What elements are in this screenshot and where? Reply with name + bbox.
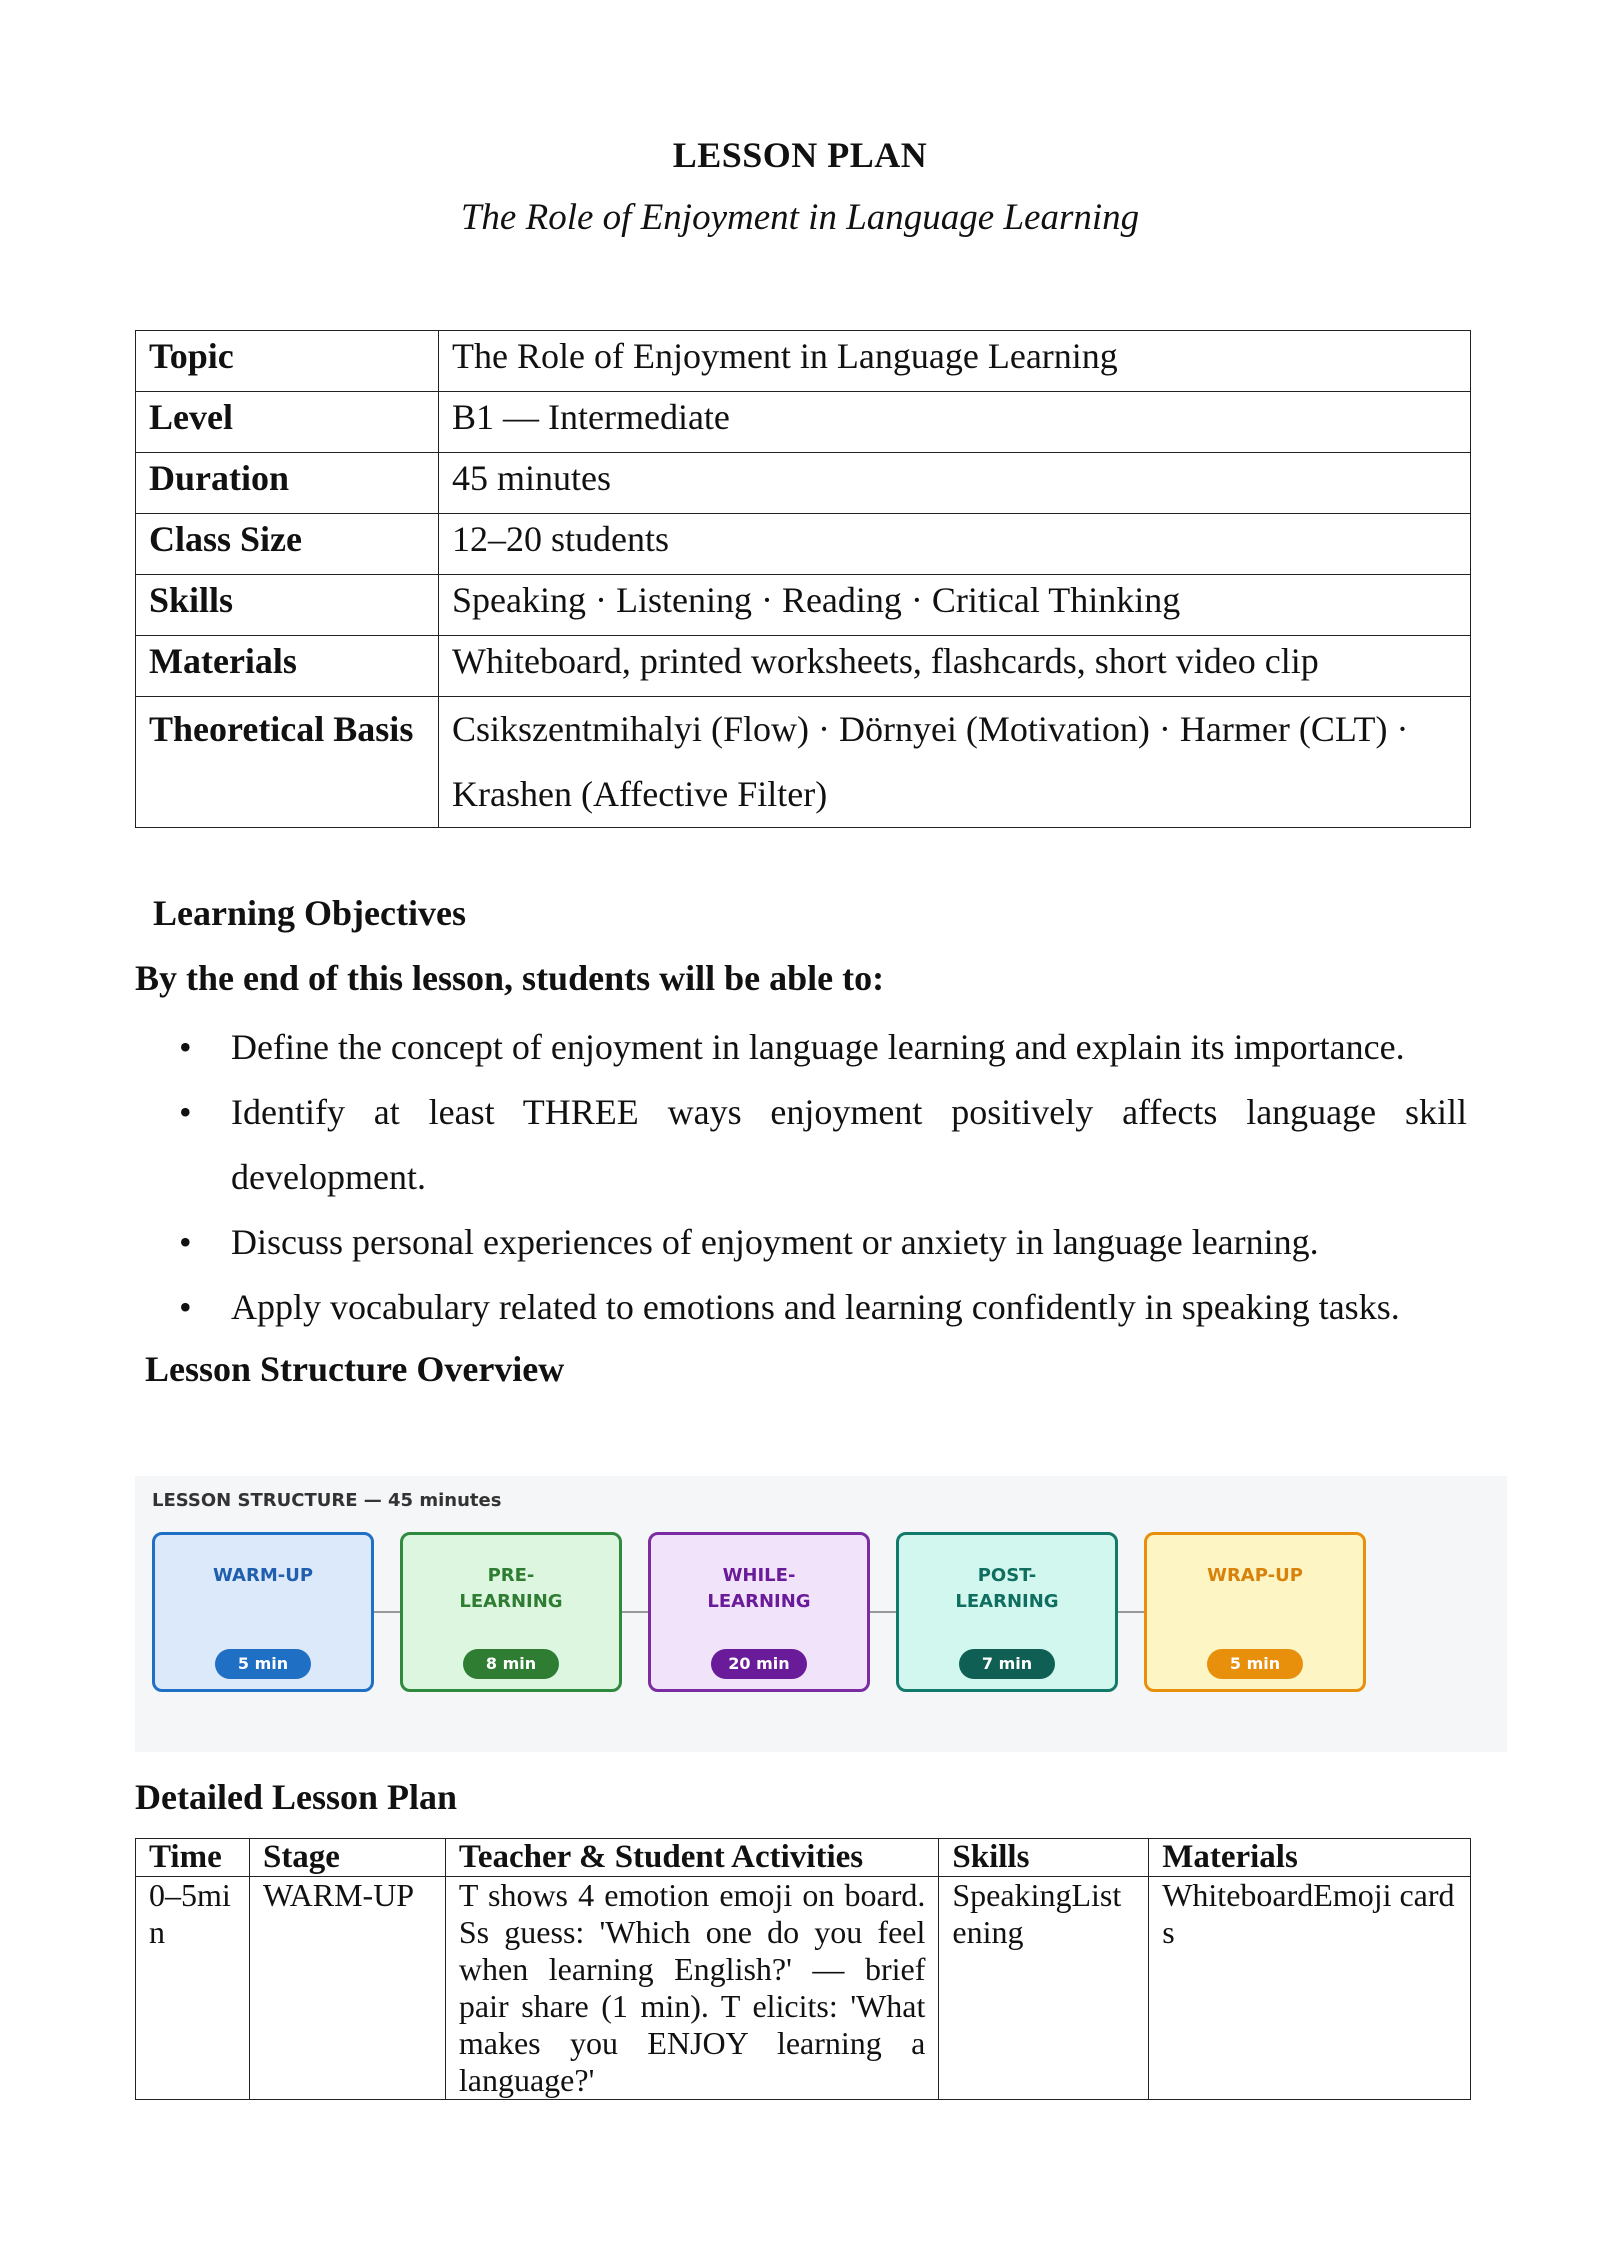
- info-row-duration: [136, 453, 1471, 514]
- stage-name: WHILE- LEARNING: [707, 1565, 811, 1612]
- objectives-heading: Learning Objectives: [153, 893, 466, 933]
- info-label: Level: [136, 392, 439, 453]
- info-row-level: [136, 392, 1471, 453]
- info-value: B1 — Intermediate: [439, 392, 1471, 453]
- stage-card-pre-learning: [400, 1532, 622, 1692]
- column-header-time: Time: [136, 1839, 250, 1877]
- stage-name: PRE- LEARNING: [459, 1565, 563, 1612]
- stage-duration-badge: 8 min: [463, 1649, 559, 1679]
- info-value: Speaking · Listening · Reading · Critical Thinking: [439, 575, 1471, 636]
- lesson-info-table: [135, 330, 1471, 828]
- info-row-class-size: [136, 514, 1471, 575]
- stage-connector: [1118, 1611, 1144, 1613]
- info-row-skills: [136, 575, 1471, 636]
- column-header-materials: Materials: [1149, 1839, 1471, 1877]
- cell-stage: WARM-UP: [249, 1877, 445, 2100]
- stage-card-post-learning: [896, 1532, 1118, 1692]
- objectives-lead: By the end of this lesson, students will be able to:: [135, 958, 885, 998]
- bullet-icon: •: [179, 1222, 192, 1262]
- stage-card-while-learning: [648, 1532, 870, 1692]
- info-value: The Role of Enjoyment in Language Learning: [439, 331, 1471, 392]
- info-label: Skills: [136, 575, 439, 636]
- page-subtitle: The Role of Enjoyment in Language Learning: [460, 197, 1140, 238]
- stage-duration-badge: 20 min: [711, 1649, 807, 1679]
- objective-text: Apply vocabulary related to emotions and learning confidently in speaking tasks.: [231, 1287, 1400, 1327]
- page-title: LESSON PLAN: [672, 135, 928, 175]
- info-label: Duration: [136, 453, 439, 514]
- bullet-icon: •: [179, 1027, 192, 1067]
- column-header-activities: Teacher & Student Activities: [445, 1839, 939, 1877]
- detailed-plan-table: [135, 1838, 1471, 2100]
- stage-duration-badge: 7 min: [959, 1649, 1055, 1679]
- info-label: Class Size: [136, 514, 439, 575]
- column-header-stage: Stage: [249, 1839, 445, 1877]
- stage-name: WRAP-UP: [1207, 1565, 1303, 1586]
- stage-duration-badge: 5 min: [1207, 1649, 1303, 1679]
- list-item: [135, 1210, 1467, 1275]
- stage-duration-badge: 5 min: [215, 1649, 311, 1679]
- diagram-title: LESSON STRUCTURE — 45 minutes: [152, 1490, 502, 1511]
- info-row-materials: [136, 636, 1471, 697]
- structure-heading: Lesson Structure Overview: [145, 1349, 565, 1389]
- detailed-plan-heading: Detailed Lesson Plan: [135, 1777, 458, 1817]
- info-row-theoretical-basis: [136, 697, 1471, 828]
- info-label: Materials: [136, 636, 439, 697]
- objective-text: Define the concept of enjoyment in language learning and explain its importance.: [231, 1027, 1405, 1067]
- list-item: [135, 1080, 1467, 1210]
- info-row-topic: [136, 331, 1471, 392]
- bullet-icon: •: [179, 1092, 192, 1132]
- table-header-row: [136, 1839, 1471, 1877]
- info-value: Whiteboard, printed worksheets, flashcards, short video clip: [439, 636, 1471, 697]
- list-item: [135, 1015, 1467, 1080]
- stage-name: POST- LEARNING: [955, 1565, 1059, 1612]
- objective-text: Discuss personal experiences of enjoyment or anxiety in language learning.: [231, 1222, 1319, 1262]
- stage-name: WARM-UP: [212, 1565, 314, 1586]
- info-label: Topic: [136, 331, 439, 392]
- cell-materials: WhiteboardEmoji cards: [1149, 1877, 1471, 2100]
- objectives-list: [135, 1015, 1467, 1340]
- stage-connector: [622, 1611, 648, 1613]
- column-header-skills: Skills: [939, 1839, 1149, 1877]
- info-value: 12–20 students: [439, 514, 1471, 575]
- stage-card-wrap-up: [1144, 1532, 1366, 1692]
- stage-connector: [374, 1611, 400, 1613]
- stage-connector: [870, 1611, 896, 1613]
- table-row: [136, 1877, 1471, 2100]
- info-value: 45 minutes: [439, 453, 1471, 514]
- stage-card-warm-up: [152, 1532, 374, 1692]
- cell-activities: T shows 4 emotion emoji on board. Ss guess: 'Which one do you feel when learning English?' — brief pair share (1 min). T elicits: 'What makes you ENJOY learning a language?': [445, 1877, 939, 2100]
- lesson-structure-diagram: [135, 1476, 1507, 1752]
- cell-time: 0–5min: [136, 1877, 250, 2100]
- objective-text: Identify at least THREE ways enjoyment positively affects language skill development.: [231, 1092, 1467, 1197]
- bullet-icon: •: [179, 1287, 192, 1327]
- info-label: Theoretical Basis: [136, 697, 439, 828]
- list-item: [135, 1275, 1467, 1340]
- info-value: Csikszentmihalyi (Flow) · Dörnyei (Motivation) · Harmer (CLT) · Krashen (Affective Filter): [439, 697, 1471, 828]
- cell-skills: SpeakingListening: [939, 1877, 1149, 2100]
